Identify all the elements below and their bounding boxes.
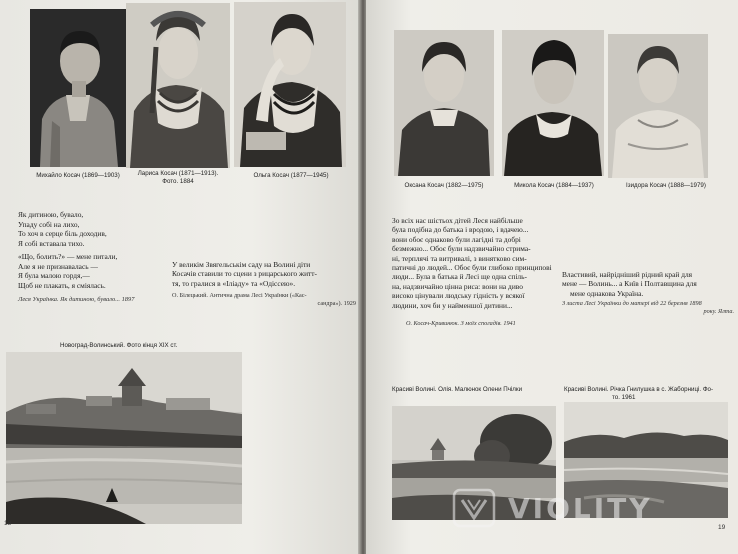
portrait-caption: Лариса Косач (1871—1913). Фото. 1884 [137, 170, 219, 185]
poem-stanza [18, 252, 188, 290]
memoir-line: ні, терплячі та витривалі, з винятково сим- [392, 253, 527, 263]
portrait-caption: Михайло Косач (1869—1903) [36, 172, 120, 179]
poem-line: То хоч в серце біль доходив, [18, 229, 107, 239]
poem-line: Але я не признавалась — [18, 261, 98, 271]
poem-source: Леся Українка. Як дитиною, бувало... 1897 [18, 296, 135, 303]
violity-logo-icon [452, 488, 496, 528]
violity-watermark [452, 488, 702, 532]
attribution-line: сандра»). 1929 [317, 300, 356, 308]
page-number: 19 [718, 524, 726, 531]
quote-attribution [172, 292, 356, 309]
memoir-line: людини, хоч би у найменшої дитини... [392, 300, 513, 310]
painting-caption [564, 386, 732, 402]
left-page [0, 0, 360, 554]
attribution-line: О. Білецький. Антична драма Лесі Українки («Кас- [172, 292, 307, 299]
painting-caption: Красиві Волині. Олія. Малюнок Олени Пчілки [392, 386, 523, 393]
poem-line: Упаду собі на лихо, [18, 219, 80, 229]
town-photo [6, 352, 242, 524]
attribution-line: року. Ялта. [703, 308, 734, 316]
poem-line: Я собі вставала тихо. [18, 238, 85, 248]
town-photo-caption: Новоград-Волинський. Фото кінця XIX ст. [60, 342, 178, 349]
memoir-line: люди... Була в батька й Лесі ще одна спіль- [392, 272, 527, 282]
memoir-text [392, 216, 574, 310]
portrait-mykhailo [30, 9, 126, 167]
letter-line: Властивий, найрідніший рідний край для [562, 270, 693, 279]
portrait-izydora [608, 34, 708, 178]
quote-text [172, 260, 356, 288]
portrait-caption: Ізидора Косач (1888—1979) [626, 182, 706, 189]
quote-line: Косачів ставили то сцени з рицарського житт- [172, 269, 317, 279]
poem-line: Як дитиною, бувало, [18, 210, 84, 219]
memoir-line: патичні до людей... Обоє були глибоко принципові [392, 263, 552, 273]
memoir-line: безмежно... Обоє були надзвичайно стрима- [392, 244, 531, 254]
portrait-caption: Микола Косач (1884—1937) [514, 182, 594, 189]
portrait-oksana [394, 30, 494, 176]
portrait-caption: Оксана Косач (1882—1975) [404, 182, 484, 189]
portrait-olha [234, 2, 346, 167]
page-number: 18 [4, 520, 12, 527]
watermark-text: VIOLITY [508, 492, 653, 525]
memoir-line: на, надзвичайно цінна риса: вони на диво [392, 281, 523, 291]
letter-line: мене — Волинь... а Київ і Полтавщина для [562, 279, 697, 289]
memoir-line: вони обоє однаково були лагідні та добрі [392, 234, 521, 244]
caption-line: Красиві Волині. Річка Гнилушка в с. Жаборниці. Фо- [564, 386, 714, 393]
memoir-attribution: О. Косач-Кривинюк. З моїх спогадів. 1941 [406, 320, 516, 327]
portrait-mykola [502, 30, 604, 176]
memoir-line: високо цінували людську гідність у всякої [392, 291, 525, 301]
memoir-line: Зо всіх нас шістьох дітей Леся найбільше [392, 216, 523, 225]
attribution-line: З листа Лесі Українки до матері від 22 березня 1898 [562, 300, 702, 307]
caption-line: то. 1961 [612, 394, 636, 401]
quote-line: У великім Звягельськім саду на Волині діти [172, 260, 311, 269]
letter-attribution [562, 300, 734, 317]
portrait-larysa [126, 3, 230, 168]
memoir-line: була подібна до батька і вродою, і вдачею... [392, 225, 529, 235]
poem-line: Я була малою гордя,— [18, 271, 90, 281]
letter-line: мене однакова Україна. [570, 288, 644, 298]
right-page [366, 0, 738, 554]
poem-line: Щоб не плакать, я сміялась. [18, 280, 106, 290]
letter-text [562, 270, 734, 298]
poem-line: «Що, болить?» — мене питали, [18, 252, 118, 261]
portrait-caption: Ольга Косач (1877—1945) [253, 172, 329, 179]
quote-line: тя, то гралися в «Іліаду» та «Одіссею». [172, 278, 296, 288]
poem-stanza [18, 210, 188, 248]
